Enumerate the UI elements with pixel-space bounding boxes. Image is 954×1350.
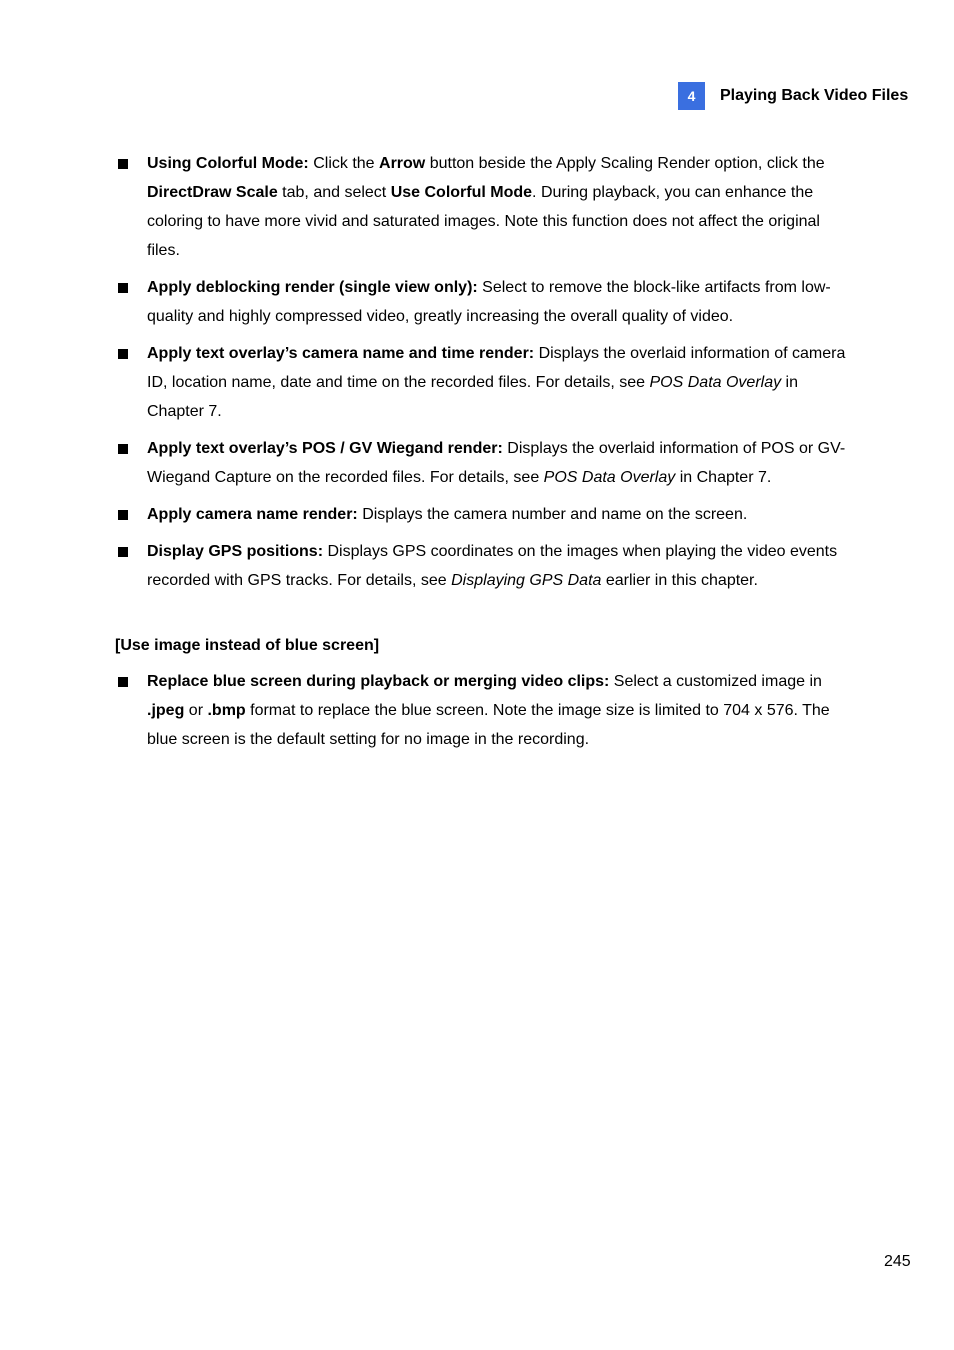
term-arrow: Arrow	[379, 155, 426, 172]
chapter-title: Playing Back Video Files	[720, 87, 909, 104]
term-camera-name-render: Apply camera name render:	[147, 506, 358, 523]
term-pos-wiegand-render: Apply text overlay’s POS / GV Wiegand render:	[147, 440, 503, 457]
page-number: 245	[884, 1253, 911, 1270]
term-use-colorful-mode: Use Colorful Mode	[390, 184, 533, 201]
reference-displaying-gps-data: Displaying GPS Data	[451, 572, 602, 589]
bullet-pos-wiegand-render: Apply text overlay’s POS / GV Wiegand render: Displays the overlaid information of POS or GV-Wiegand Capture on the recorded files. For details, see POS Data Overlay in Chapter 7.	[115, 434, 855, 492]
bullet-deblocking-render: Apply deblocking render (single view only): Select to remove the block-like artifacts from low-quality and highly compressed video, greatly increasing the overall quality of video.	[115, 273, 855, 331]
reference-pos-data-overlay: POS Data Overlay	[649, 374, 782, 391]
section-heading: [Use image instead of blue screen]	[115, 637, 380, 654]
term-gps-positions: Display GPS positions:	[147, 543, 324, 560]
term-directdraw-scale: DirectDraw Scale	[147, 184, 278, 201]
reference-pos-data-overlay: POS Data Overlay	[543, 469, 676, 486]
term-camera-name-time-render: Apply text overlay’s camera name and time render:	[147, 345, 535, 362]
bullet-replace-blue-screen: Replace blue screen during playback or merging video clips: Select a customized image in .jpeg or .bmp format to replace the blue screen. Note the image size is limited to 704 x 576. The blue screen is the default setting for no image in the recording.	[115, 667, 855, 754]
term-jpeg: .jpeg	[147, 702, 185, 719]
term-replace-blue-screen: Replace blue screen during playback or merging video clips:	[147, 673, 610, 690]
page-content	[115, 149, 855, 762]
term-colorful-mode: Using Colorful Mode:	[147, 155, 309, 172]
bullet-camera-name-render: Apply camera name render: Displays the camera number and name on the screen.	[115, 500, 855, 529]
term-deblocking-render: Apply deblocking render (single view only):	[147, 279, 478, 296]
chapter-number-badge: 4	[678, 82, 705, 110]
term-bmp: .bmp	[207, 702, 246, 719]
chapter-header	[678, 82, 908, 110]
bullet-camera-name-time-render: Apply text overlay’s camera name and time render: Displays the overlaid information of camera ID, location name, date and time on the recorded files. For details, see POS Data Overlay in Chapter 7.	[115, 339, 855, 426]
bullet-colorful-mode: Using Colorful Mode: Click the Arrow button beside the Apply Scaling Render option, click the DirectDraw Scale tab, and select Use Colorful Mode. During playback, you can enhance the coloring to have more vivid and saturated images. Note this function does not affect the original files.	[115, 149, 855, 265]
bullet-gps-positions: Display GPS positions: Displays GPS coordinates on the images when playing the video events recorded with GPS tracks. For details, see Displaying GPS Data earlier in this chapter.	[115, 537, 855, 595]
